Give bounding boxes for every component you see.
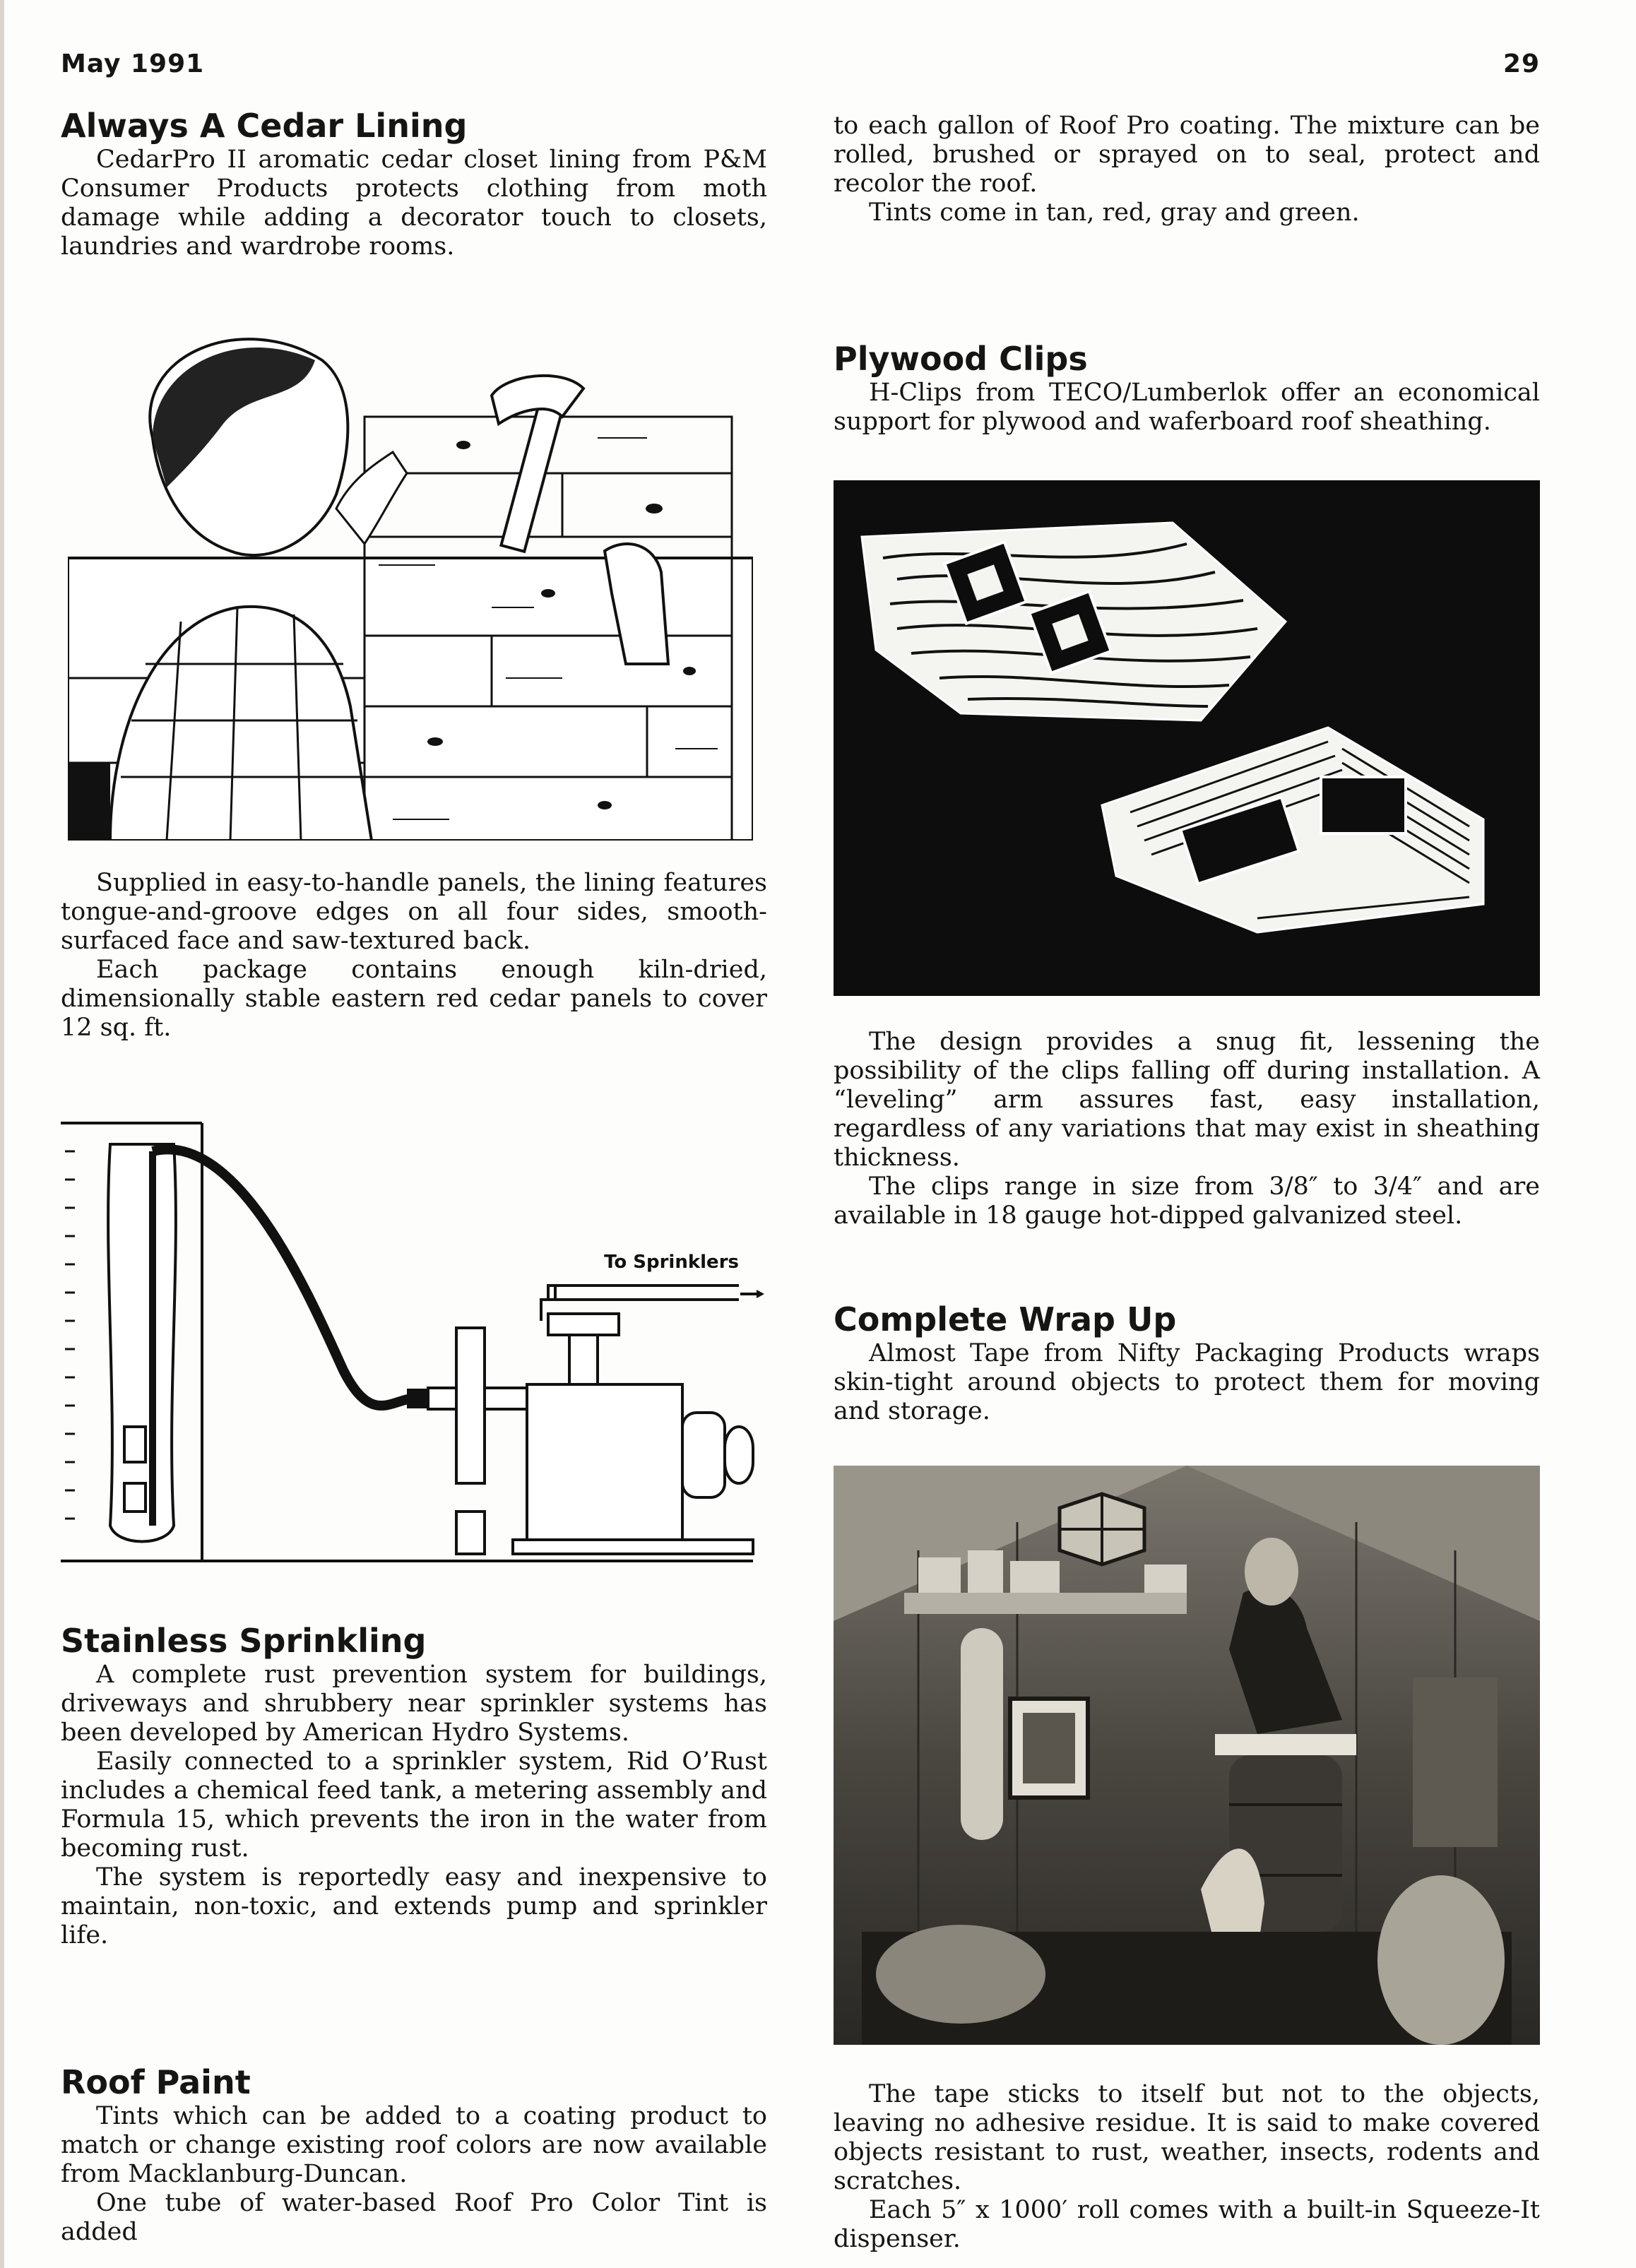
plywood-paragraph-3: The clips range in size from 3/8″ to 3/4″ and are available in 18 gauge hot-dipped galvanized steel. xyxy=(834,1172,1540,1230)
wrap-paragraph-3: Each 5″ x 1000′ roll comes with a built-in Squeeze-It dispenser. xyxy=(834,2196,1540,2253)
article-wrap-body xyxy=(834,2080,1540,2254)
article-plywood-body xyxy=(834,1028,1540,1230)
h-clip-illustration xyxy=(834,480,1540,996)
plywood-paragraph-2: The design provides a snug fit, lessening the possibility of the clips falling off during installation. A “leveling” arm assures fast, easy installation, regardless of any variations that may exist in sheathing thickness. xyxy=(834,1028,1540,1172)
cedar-lining-illustration xyxy=(68,311,753,841)
wrap-paragraph-1: Almost Tape from Nifty Packaging Products wraps skin-tight around objects to protect them for moving and storage. xyxy=(834,1339,1540,1425)
cedar-paragraph-3: Each package contains enough kiln-dried, dimensionally stable eastern red cedar panels to cover 12 sq. ft. xyxy=(61,956,767,1042)
sprinkler-diagram xyxy=(61,1116,767,1603)
headline-plywood: Plywood Clips xyxy=(834,340,1088,378)
article-cedar-intro xyxy=(61,106,767,261)
headline-sprinkling: Stainless Sprinkling xyxy=(61,1622,427,1660)
cedar-paragraph-1: CedarPro II aromatic cedar closet lining from P&M Consumer Products protects clothing from moth damage while adding a decorator touch to closets, laundries and wardrobe rooms. xyxy=(61,146,767,261)
headline-roof-paint: Roof Paint xyxy=(61,2063,251,2101)
page-number: 29 xyxy=(1502,49,1540,78)
article-plywood-intro xyxy=(834,339,1540,437)
wrap-paragraph-2: The tape sticks to itself but not to the objects, leaving no adhesive residue. It is said to make covered objects resistant to rust, weather, insects, rodents and scratches. xyxy=(834,2080,1540,2195)
article-roof-paint-continued xyxy=(834,112,1540,227)
article-cedar-body xyxy=(61,869,767,1043)
issue-date: May 1991 xyxy=(61,49,205,78)
roof-paint-paragraph-3: to each gallon of Roof Pro coating. The mixture can be rolled, brushed or sprayed on to seal, protect and recolor the roof. xyxy=(834,112,1540,198)
roof-paint-paragraph-1: Tints which can be added to a coating product to match or change existing roof colors are now available from Macklanburg-Duncan. xyxy=(61,2102,767,2188)
article-wrap-intro xyxy=(834,1300,1540,1426)
article-roof-paint xyxy=(61,2062,767,2247)
cedar-paragraph-2: Supplied in easy-to-handle panels, the lining features tongue-and-groove edges on all four sides, smooth-surfaced face and saw-textured back. xyxy=(61,869,767,955)
sprinkling-paragraph-1: A complete rust prevention system for buildings, driveways and shrubbery near sprinkler systems has been developed by American Hydro Systems. xyxy=(61,1661,767,1747)
sprinkling-paragraph-2: Easily connected to a sprinkler system, Rid O’Rust includes a chemical feed tank, a metering assembly and Formula 15, which prevents the iron in the water from becoming rust. xyxy=(61,1747,767,1863)
article-sprinkling xyxy=(61,1621,767,1950)
roof-paint-paragraph-4: Tints come in tan, red, gray and green. xyxy=(869,198,1360,227)
roof-paint-paragraph-2: One tube of water-based Roof Pro Color Tint is added xyxy=(61,2189,767,2246)
to-sprinklers-label: To Sprinklers xyxy=(604,1252,739,1273)
storage-shed-photo xyxy=(834,1466,1540,2045)
plywood-paragraph-1: H-Clips from TECO/Lumberlok offer an economical support for plywood and waferboard roof sheathing. xyxy=(834,379,1540,436)
headline-wrap: Complete Wrap Up xyxy=(834,1300,1177,1338)
sprinkling-paragraph-3: The system is reportedly easy and inexpensive to maintain, non-toxic, and extends pump and sprinkler life. xyxy=(61,1863,767,1949)
headline-cedar: Always A Cedar Lining xyxy=(61,107,468,145)
